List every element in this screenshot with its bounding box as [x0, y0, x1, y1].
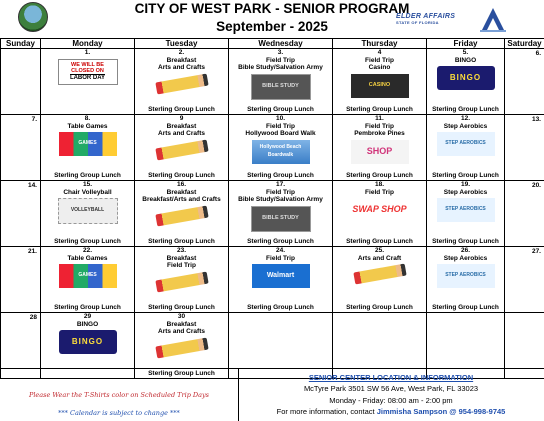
day-number: 5. [427, 49, 504, 57]
day-cell-sunday [1, 181, 41, 247]
contact-person: Jimmisha Sampson @ 954-998-9745 [377, 407, 506, 416]
calendar-grid [0, 38, 544, 379]
day-cell-tuesday [135, 181, 229, 247]
event-label: BINGO [41, 321, 134, 329]
image-caption: BINGO [72, 338, 103, 346]
footer-notes [0, 369, 239, 421]
lunch-label: Sterling Group Lunch [135, 106, 228, 113]
calendar-weeks [1, 49, 544, 379]
event-label: Hollywood Board Walk [229, 130, 332, 138]
event-label: Arts and Craft [333, 255, 426, 263]
day-cell-monday [41, 49, 135, 115]
image-caption: Walmart [267, 272, 294, 280]
event-label: Step Aerobics [427, 255, 504, 263]
day-number: 16. [135, 181, 228, 189]
lunch-label: Sterling Group Lunch [427, 172, 504, 179]
lunch-label: Sterling Group Lunch [229, 106, 332, 113]
lunch-label: Sterling Group Lunch [41, 238, 134, 245]
event-label: Field Trip [333, 123, 426, 131]
event-label: Bible Study/Salvation Army [229, 196, 332, 204]
day-number: 3. [229, 49, 332, 57]
day-cell-sunday [1, 49, 41, 115]
lunch-label: Sterling Group Lunch [135, 304, 228, 311]
week-row [1, 181, 544, 247]
day-cell-wednesday [229, 115, 333, 181]
weekday-thursday: Thursday [333, 39, 427, 49]
day-cell-friday [427, 115, 505, 181]
swap-image [351, 198, 409, 222]
tshirt-note: Please Wear the T-Shirts color on Scheduled Trip Days [0, 391, 238, 399]
lunch-label: Sterling Group Lunch [229, 172, 332, 179]
elder-affairs-logo: ELDER AFFAIRS STATE OF FLORIDA [396, 13, 455, 25]
day-number: 14. [28, 182, 37, 190]
shop-image [351, 140, 409, 164]
day-cell-thursday [333, 49, 427, 115]
pencil-image [353, 264, 406, 285]
lunch-label: Sterling Group Lunch [333, 304, 426, 311]
image-caption: CASINO [369, 82, 390, 90]
day-number: 1. [41, 49, 134, 57]
aerobic-image [437, 132, 495, 156]
image-caption: GAMES [78, 272, 96, 280]
image-caption: SHOP [367, 148, 393, 156]
day-number: 24. [229, 247, 332, 255]
page-title: CITY OF WEST PARK - SENIOR PROGRAM [0, 1, 544, 17]
day-number: 23. [135, 247, 228, 255]
event-label: Arts and Crafts [135, 328, 228, 336]
event-label: Field Trip [333, 57, 426, 65]
event-label: Field Trip [229, 255, 332, 263]
image-caption: WE WILL BE [71, 62, 104, 68]
week-row [1, 247, 544, 313]
day-number: 2. [135, 49, 228, 57]
day-number: 7. [32, 116, 37, 124]
image-caption: CLOSED ON [71, 68, 104, 74]
event-label: Breakfast [135, 57, 228, 65]
lunch-label: Sterling Group Lunch [333, 238, 426, 245]
day-cell-monday [41, 115, 135, 181]
lunch-label: Sterling Group Lunch [41, 172, 134, 179]
image-caption: STEP AEROBICS [445, 206, 486, 214]
event-label: Field Trip [333, 189, 426, 197]
pencil-image [155, 205, 208, 226]
image-caption: SWAP SHOP [352, 206, 406, 214]
day-number: 27. [532, 248, 541, 256]
day-number: 10. [229, 115, 332, 123]
image-caption: STEP AEROBICS [445, 272, 486, 280]
subject-to-change-note: *** Calendar is subject to change *** [0, 409, 238, 417]
event-label: Table Games [41, 255, 134, 263]
day-number: 8. [41, 115, 134, 123]
games-image [59, 264, 117, 288]
day-cell-sunday [1, 247, 41, 313]
weekday-saturday: Saturday [505, 39, 544, 49]
event-label: Breakfast [135, 123, 228, 131]
day-number: 30 [135, 313, 228, 321]
center-info [238, 369, 544, 421]
lunch-label: Sterling Group Lunch [427, 304, 504, 311]
weekday-monday: Monday [41, 39, 135, 49]
day-number: 6. [536, 50, 541, 58]
bingo-image [59, 330, 117, 354]
event-label: Arts and Crafts [135, 130, 228, 138]
pencil-image [155, 73, 208, 94]
day-number: 11. [333, 115, 426, 123]
bible-image [251, 74, 311, 100]
center-contact-line [238, 407, 544, 416]
day-cell-saturday [505, 181, 544, 247]
day-number: 26. [427, 247, 504, 255]
day-number: 18. [333, 181, 426, 189]
day-cell-friday [427, 247, 505, 313]
image-caption: STEP AEROBICS [445, 140, 486, 148]
day-number: 29 [41, 313, 134, 321]
closed-image [58, 59, 118, 85]
event-label: Step Aerobics [427, 189, 504, 197]
event-label: Bible Study/Salvation Army [229, 64, 332, 72]
walmart-image [252, 264, 310, 288]
contact-prefix: For more information, contact [277, 407, 375, 416]
day-cell-friday [427, 181, 505, 247]
weekday-wednesday: Wednesday [229, 39, 333, 49]
bible-image [251, 206, 311, 232]
day-cell-monday [41, 181, 135, 247]
lunch-label: Sterling Group Lunch [41, 304, 134, 311]
day-cell-monday [41, 247, 135, 313]
month-subtitle: September - 2025 [0, 19, 544, 35]
calendar-footer [0, 368, 544, 421]
lunch-label: Sterling Group Lunch [135, 370, 228, 377]
day-number: 28 [30, 314, 37, 322]
day-number: 19. [427, 181, 504, 189]
center-address: McTyre Park 3501 SW 56 Ave, West Park, FL 33023 [238, 384, 544, 393]
pencil-image [155, 337, 208, 358]
lunch-label: Sterling Group Lunch [333, 172, 426, 179]
event-label: Table Games [41, 123, 134, 131]
day-cell-saturday [505, 49, 544, 115]
event-label: Field Trip [229, 123, 332, 131]
day-cell-wednesday [229, 247, 333, 313]
bingo-image [437, 66, 495, 90]
day-cell-thursday [333, 181, 427, 247]
lunch-label: Sterling Group Lunch [333, 106, 426, 113]
aerobic-image [437, 198, 495, 222]
day-cell-thursday [333, 247, 427, 313]
day-number: 22. [41, 247, 134, 255]
day-cell-tuesday [135, 49, 229, 115]
event-label: Breakfast [135, 189, 228, 197]
lunch-label: Sterling Group Lunch [135, 172, 228, 179]
day-cell-sunday [1, 115, 41, 181]
day-cell-wednesday [229, 49, 333, 115]
day-cell-saturday [505, 247, 544, 313]
weekday-header-row [1, 39, 544, 49]
day-cell-tuesday [135, 247, 229, 313]
event-label: Field Trip [229, 57, 332, 65]
day-cell-saturday [505, 115, 544, 181]
image-caption: BIBLE STUDY [262, 83, 299, 91]
lunch-label: Sterling Group Lunch [135, 238, 228, 245]
day-number: 13. [532, 116, 541, 124]
weekday-tuesday: Tuesday [135, 39, 229, 49]
volley-image [58, 198, 118, 224]
day-cell-tuesday [135, 115, 229, 181]
pencil-image [155, 271, 208, 292]
day-number: 17. [229, 181, 332, 189]
event-label: Field Trip [135, 262, 228, 270]
event-label: Breakfast/Arts and Crafts [135, 196, 228, 204]
calendar-header [0, 0, 544, 38]
day-cell-thursday [333, 115, 427, 181]
day-number: 20. [532, 182, 541, 190]
weekday-friday: Friday [427, 39, 505, 49]
lunch-label: Sterling Group Lunch [427, 238, 504, 245]
event-label: BINGO [427, 57, 504, 65]
florida-agency-logo-icon [478, 4, 508, 34]
casino-image [351, 74, 409, 98]
day-number: 21. [28, 248, 37, 256]
weekday-sunday: Sunday [1, 39, 41, 49]
pencil-image [155, 139, 208, 160]
lunch-label: Sterling Group Lunch [427, 106, 504, 113]
event-label: Casino [333, 64, 426, 72]
day-number: 25. [333, 247, 426, 255]
day-number: 12. [427, 115, 504, 123]
image-caption: BINGO [450, 74, 481, 82]
event-label: Chair Volleyball [41, 189, 134, 197]
lunch-label: Sterling Group Lunch [229, 238, 332, 245]
image-caption: BIBLE STUDY [262, 215, 299, 223]
image-caption: Hollywood Beach Boardwalk [252, 144, 310, 159]
day-number: 4 [333, 49, 426, 57]
hollywood-image [252, 140, 310, 164]
center-info-title: SENIOR CENTER LOCATION & INFORMATION [238, 373, 544, 382]
games-image [59, 132, 117, 156]
image-caption: VOLLEYBALL [71, 207, 104, 215]
week-row [1, 49, 544, 115]
week-row [1, 115, 544, 181]
day-number: 15. [41, 181, 134, 189]
image-caption: LABOR DAY [70, 74, 105, 81]
event-label: Breakfast [135, 321, 228, 329]
event-label: Field Trip [229, 189, 332, 197]
event-label: Arts and Crafts [135, 64, 228, 72]
day-cell-wednesday [229, 181, 333, 247]
day-number: 9 [135, 115, 228, 123]
day-cell-friday [427, 49, 505, 115]
lunch-label: Sterling Group Lunch [229, 304, 332, 311]
image-caption: GAMES [78, 140, 96, 148]
center-hours: Monday - Friday: 08:00 am - 2:00 pm [238, 396, 544, 405]
aerobic-image [437, 264, 495, 288]
event-label: Breakfast [135, 255, 228, 263]
event-label: Step Aerobics [427, 123, 504, 131]
event-label: Pembroke Pines [333, 130, 426, 138]
